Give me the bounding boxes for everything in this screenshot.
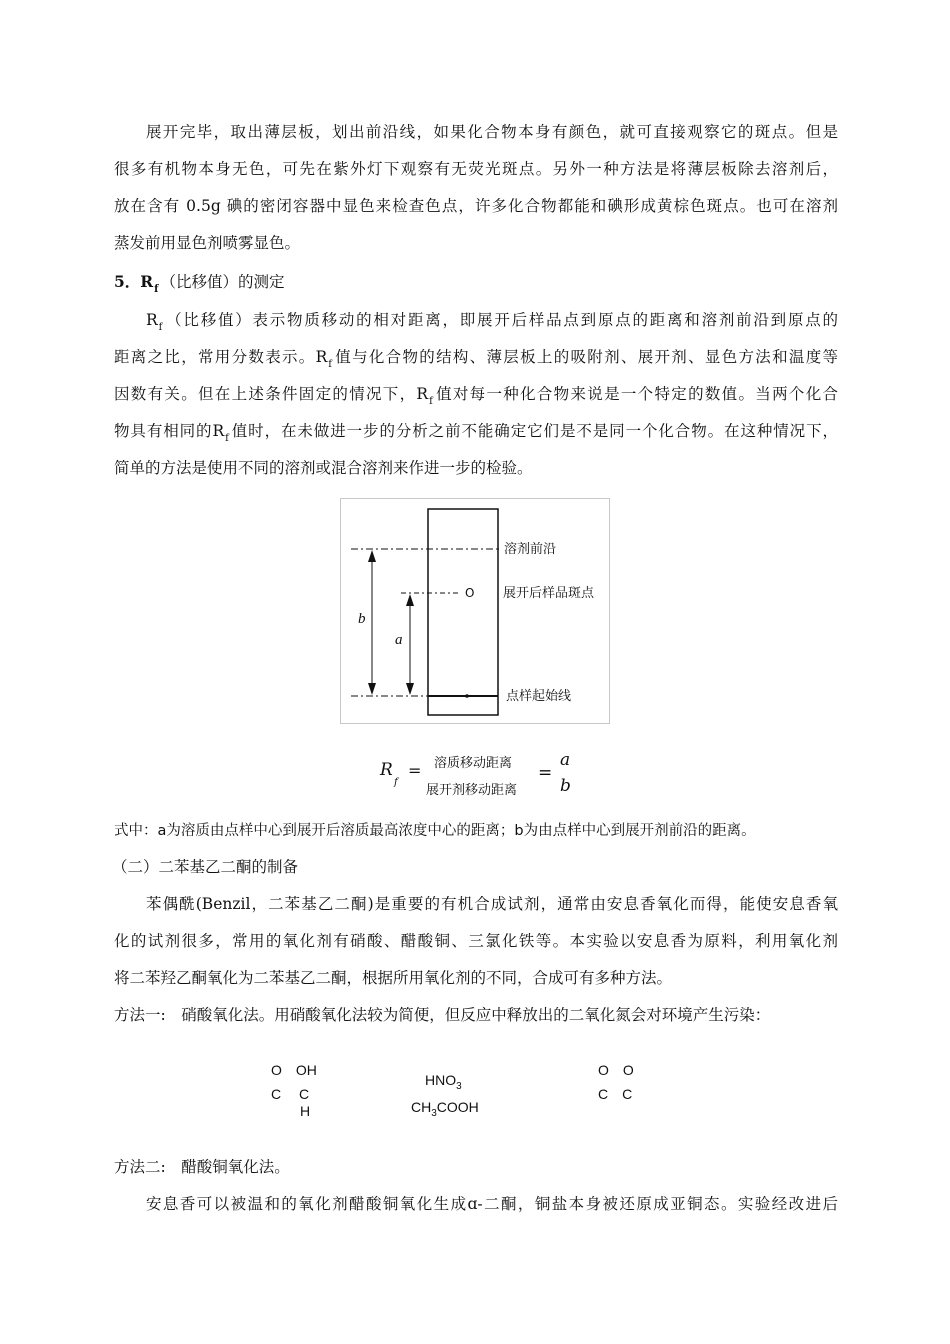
subscript: f (154, 284, 159, 295)
formula-denominator-var: b (560, 776, 571, 796)
solvent-front-label: 溶剂前沿 (504, 542, 557, 557)
var-a-label: a (395, 632, 403, 648)
text-run: 值时，在未做进一步的分析之前不能确定它们是不是同一个化合物。在这种情况下， (230, 422, 838, 440)
text-run: 物具有相同的R (114, 422, 225, 440)
a-arrow-head-top (406, 594, 414, 606)
text-run: R (146, 311, 158, 329)
reagent-text: HNO (425, 1072, 457, 1088)
product-line-1: O O (598, 1062, 634, 1078)
section-heading (114, 272, 838, 295)
a-arrow-head-bottom (406, 683, 414, 695)
paragraph-line (146, 310, 838, 333)
method-two: 方法二: 醋酸铜氧化法。 (114, 1158, 290, 1176)
text-run: 距离之比，常用分数表示。R (114, 348, 328, 366)
paragraph-line: 放在含有 0.5g 碘的密闭容器中显色来检查色点，许多化合物都能和碘形成黄棕色斑点。也可在溶剂 (114, 197, 838, 215)
rf-formula (378, 748, 588, 800)
tlc-diagram (340, 498, 610, 724)
reactant-line-2: C C (271, 1086, 310, 1102)
sample-spot-label: 展开后样品斑点 (503, 586, 595, 601)
paragraph-line (114, 421, 838, 444)
paragraph-line: 很多有机物本身无色，可先在紫外灯下观察有无荧光斑点。另外一种方法是将薄层板除去溶剂后， (114, 160, 838, 178)
origin-line-label: 点样起始线 (506, 689, 572, 704)
origin-spot (465, 694, 469, 698)
b-arrow-head-top (368, 550, 376, 562)
formula-equals-2: = (538, 763, 553, 783)
text-run: （比移值）表示物质移动的相对距离，即展开后样品点到原点的距离和溶剂前沿到原点的 (164, 311, 838, 329)
reactant-line-1: O OH (271, 1062, 317, 1078)
reagent-text: CH (411, 1099, 432, 1115)
paragraph-line: 将二苯羟乙酮氧化为二苯基乙二酮，根据所用氧化剂的不同，合成可有多种方法。 (114, 969, 673, 987)
subscript: f (158, 322, 163, 333)
spot-mark: O (465, 586, 475, 600)
formula-note: 式中：a为溶质由点样中心到展开后溶质最高浓度中心的距离；b为由点样中心到展开剂前沿的距离。 (114, 823, 756, 839)
formula-numerator: 溶质移动距离 (434, 756, 513, 771)
paragraph-line: 安息香可以被温和的氧化剂醋酸铜氧化生成ɑ-二酮，铜盐本身被还原成亚铜态。实验经改进后 (146, 1195, 838, 1213)
subscript: 3 (431, 1107, 437, 1119)
reagent-acetic-acid (411, 1099, 479, 1122)
tlc-plate (428, 509, 498, 715)
formula-lhs: R (380, 760, 393, 780)
paragraph-line (114, 384, 838, 407)
reactant-line-3: H (300, 1103, 311, 1119)
subscript: 3 (456, 1080, 462, 1092)
section-number: 5．R (114, 272, 154, 291)
formula-lhs-subscript: f (394, 777, 398, 788)
product-line-2: C C (598, 1086, 633, 1102)
method-one: 方法一: 硝酸氧化法。用硝酸氧化法较为简便，但反应中释放出的二氧化氮会对环境产生污染： (114, 1006, 771, 1024)
reagent-hno3 (425, 1072, 462, 1095)
reagent-text: COOH (436, 1099, 479, 1115)
formula-equals: = (408, 761, 422, 780)
formula-denominator: 展开剂移动距离 (426, 783, 518, 798)
section-title: （比移值）的测定 (160, 273, 285, 291)
paragraph-line: 化的试剂很多，常用的氧化剂有硝酸、醋酸铜、三氯化铁等。本实验以安息香为原料，利用氧化剂 (114, 932, 838, 950)
text-run: 值与化合物的结构、薄层板上的吸附剂、展开剂、显色方法和温度等 (333, 348, 838, 366)
b-arrow-head-bottom (368, 683, 376, 695)
paragraph-line: 简单的方法是使用不同的溶剂或混合溶剂来作进一步的检验。 (114, 459, 533, 477)
paragraph-line (114, 347, 838, 370)
text-run: 因数有关。但在上述条件固定的情况下，R (114, 385, 429, 403)
text-run: 值对每一种化合物来说是一个特定的数值。当两个化合 (434, 385, 838, 403)
formula-numerator-var: a (560, 750, 571, 770)
paragraph-line: 蒸发前用显色剂喷雾显色。 (114, 234, 301, 252)
section-heading: （二）二苯基乙二酮的制备 (112, 858, 299, 876)
subscript: f (225, 433, 229, 444)
var-b-label: b (358, 611, 366, 627)
subscript: f (328, 359, 332, 370)
paragraph-line: 展开完毕，取出薄层板，划出前沿线，如果化合物本身有颜色，就可直接观察它的斑点。但是 (146, 123, 838, 141)
subscript: f (429, 396, 433, 407)
paragraph-line: 苯偶酰(Benzil，二苯基乙二酮)是重要的有机合成试剂，通常由安息香氧化而得，能使安息香氧 (146, 895, 838, 913)
